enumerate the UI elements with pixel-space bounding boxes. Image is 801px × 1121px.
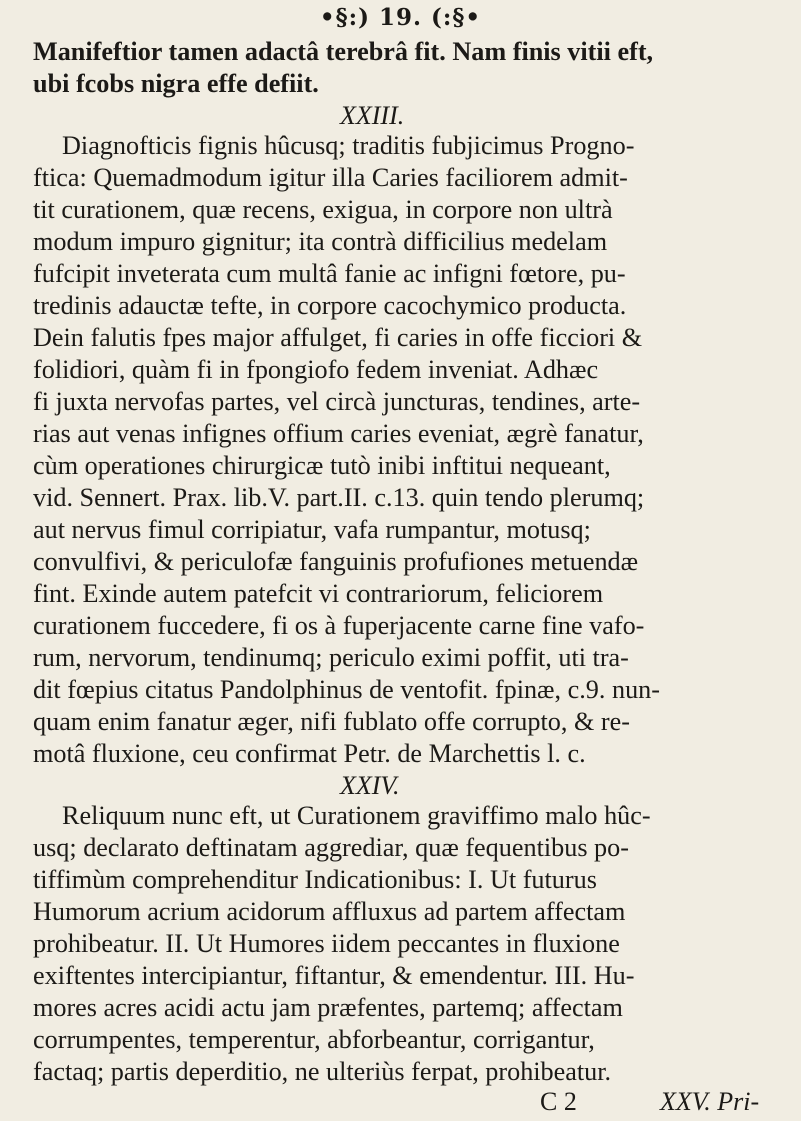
text-line: fufcipit inveterata cum multâ fanie ac infigni fœtore, pu- [33,259,626,288]
text-line: dit fœpius citatus Pandolphinus de ventofit. fpinæ, c.9. nun- [33,675,660,704]
text-line: ftica: Quemadmodum igitur illa Caries faciliorem admit- [33,163,628,192]
section-heading-xxiv: XXIV. [340,771,400,800]
text-line: tiffimùm comprehenditur Indicationibus: I. Ut futurus [33,865,597,894]
text-line: curationem fuccedere, fi os à fuperjacente carne fine vafo- [33,611,645,640]
text-line: fint. Exinde autem patefcit vi contrariorum, feliciorem [33,579,604,608]
text-line: Humorum acrium acidorum affluxus ad partem affectam [33,897,626,926]
text-line: tredinis adauctæ tefte, in corpore cacochymico producta. [33,291,627,320]
text-line: Diagnofticis fignis hûcusq; traditis fubjicimus Progno- [62,131,635,160]
text-line: cùm operationes chirurgicæ tutò inibi inftitui nequeant, [33,451,611,480]
catchword: XXV. Pri- [660,1087,760,1116]
signature-mark: C 2 [540,1087,577,1116]
text-line: mores acres acidi actu jam præfentes, partemq; affectam [33,993,623,1022]
section-heading-xxiii: XXIII. [340,101,405,130]
text-line: exiftentes intercipiantur, fiftantur, & emendentur. III. Hu- [33,961,635,990]
text-line: corrumpentes, temperentur, abforbeantur, corrigantur, [33,1025,595,1054]
page-header: •§:) 19. (:§• [319,4,482,31]
text-line: modum impuro gignitur; ita contrà difficilius medelam [33,227,608,256]
text-line: ubi fcobs nigra effe defiit. [33,69,319,98]
text-line: rias aut venas infignes offium caries eveniat, ægrè fanatur, [33,419,644,448]
text-line: quam enim fanatur æger, nifi fublato offe corrupto, & re- [33,707,630,736]
text-line: Dein falutis fpes major affulget, fi caries in offe ficciori & [33,323,643,352]
text-line: motâ fluxione, ceu confirmat Petr. de Marchettis l. c. [33,739,586,768]
text-line: prohibeatur. II. Ut Humores iidem peccantes in fluxione [33,929,620,958]
text-line: vid. Sennert. Prax. lib.V. part.II. c.13. quin tendo plerumq; [33,483,645,512]
text-line: usq; declarato deftinatam aggrediar, quæ fequentibus po- [33,833,629,862]
text-line: fi juxta nervofas partes, vel circà juncturas, tendines, arte- [33,387,641,416]
text-line: tit curationem, quæ recens, exigua, in corpore non ultrà [33,195,613,224]
text-line: folidiori, quàm fi in fpongiofo fedem inveniat. Adhæc [33,355,599,384]
text-line: Reliquum nunc eft, ut Curationem graviffimo malo hûc- [62,801,651,830]
text-line: factaq; partis deperditio, ne ulteriùs ferpat, prohibeatur. [33,1057,612,1086]
text-line: aut nervus fimul corripiatur, vafa rumpantur, motusq; [33,515,591,544]
text-line: convulfivi, & periculofæ fanguinis profufiones metuendæ [33,547,639,576]
text-line: Manifeftior tamen adactâ terebrâ fit. Nam finis vitii eft, [33,37,654,66]
text-line: rum, nervorum, tendinumq; periculo eximi poffit, uti tra- [33,643,629,672]
